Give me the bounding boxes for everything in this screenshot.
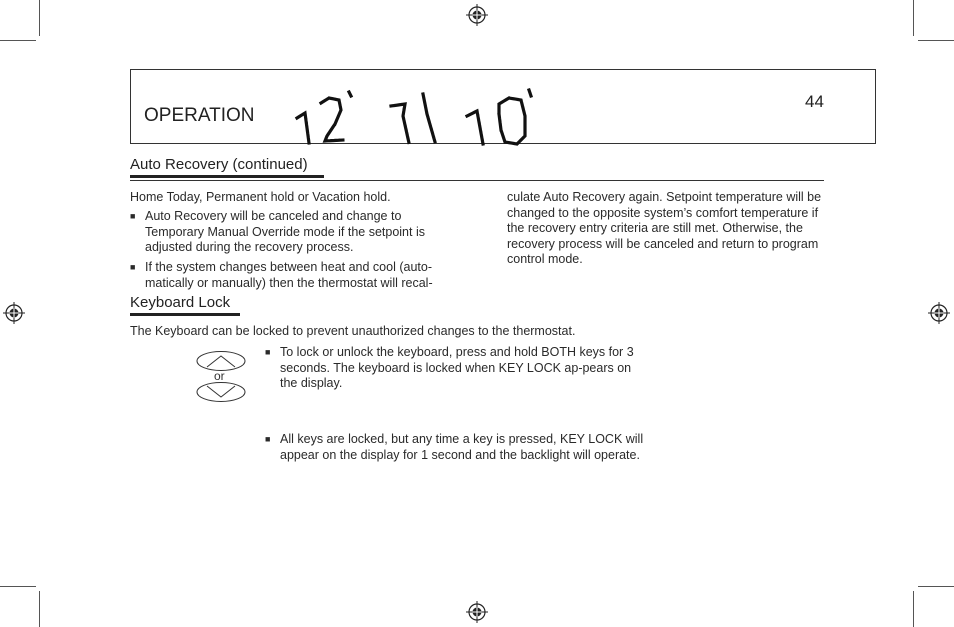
crop-mark-bottom-right-h	[918, 586, 954, 587]
registration-mark-bottom-icon	[466, 601, 488, 623]
registration-mark-right-icon	[928, 302, 950, 324]
list-item	[265, 432, 655, 463]
crop-mark-bottom-right-v	[913, 591, 914, 627]
crop-mark-bottom-left-h	[0, 586, 36, 587]
square-bullet-icon: ■	[130, 211, 136, 221]
registration-mark-top-icon	[466, 4, 488, 26]
list-item	[265, 345, 640, 392]
lcd-digits-drawing	[291, 86, 551, 148]
keys-illustration	[195, 350, 247, 404]
crop-mark-top-left-h	[0, 40, 36, 41]
section-label: OPERATION	[144, 105, 255, 126]
title-underline	[130, 313, 240, 316]
keyboard-lock-intro: The Keyboard can be locked to prevent unauthorized changes to the thermostat.	[130, 324, 576, 338]
keyboard-lock-title	[130, 294, 230, 313]
list-item-text: Auto Recovery will be canceled and change to Temporary Manual Override mode if the setpoint is adjusted during the recovery process.	[145, 209, 425, 254]
auto-recovery-title	[130, 156, 308, 175]
registration-mark-left-icon	[3, 302, 25, 324]
list-item-text: To lock or unlock the keyboard, press and hold BOTH keys for 3 seconds. The keyboard is locked when KEY LOCK ap-pears on the display.	[280, 345, 634, 390]
square-bullet-icon: ■	[265, 347, 271, 357]
lcd-display	[291, 86, 551, 148]
list-item-text: All keys are locked, but any time a key is pressed, KEY LOCK will appear on the display for 1 second and the backlight will operate.	[280, 432, 644, 462]
square-bullet-icon: ■	[265, 434, 271, 444]
auto-recovery-title-text: Auto Recovery (continued)	[130, 156, 308, 173]
square-bullet-icon: ■	[130, 262, 136, 272]
title-underline	[130, 175, 324, 178]
list-item	[130, 260, 460, 291]
page-number: 44	[805, 92, 824, 111]
or-label: or	[214, 369, 225, 383]
keyboard-lock-title-text: Keyboard Lock	[130, 294, 231, 311]
crop-mark-bottom-left-v	[39, 591, 40, 627]
crop-mark-top-right-h	[918, 40, 954, 41]
crop-mark-top-left-v	[39, 0, 40, 36]
section-rule	[130, 180, 824, 181]
crop-mark-top-right-v	[913, 0, 914, 36]
list-item-text: If the system changes between heat and cool (auto-matically or manually) then the thermostat will recal-	[145, 260, 433, 290]
auto-recovery-intro: Home Today, Permanent hold or Vacation hold.	[130, 190, 391, 204]
down-arrow-key-icon	[195, 381, 247, 403]
page-header-box	[130, 69, 876, 144]
list-item	[130, 209, 460, 256]
auto-recovery-continued: culate Auto Recovery again. Setpoint temperature will be changed to the opposite system’s comfort temperature if the recovery entry criteria are still met. Otherwise, the recovery process will be canceled and return to program control mode.	[507, 190, 822, 266]
